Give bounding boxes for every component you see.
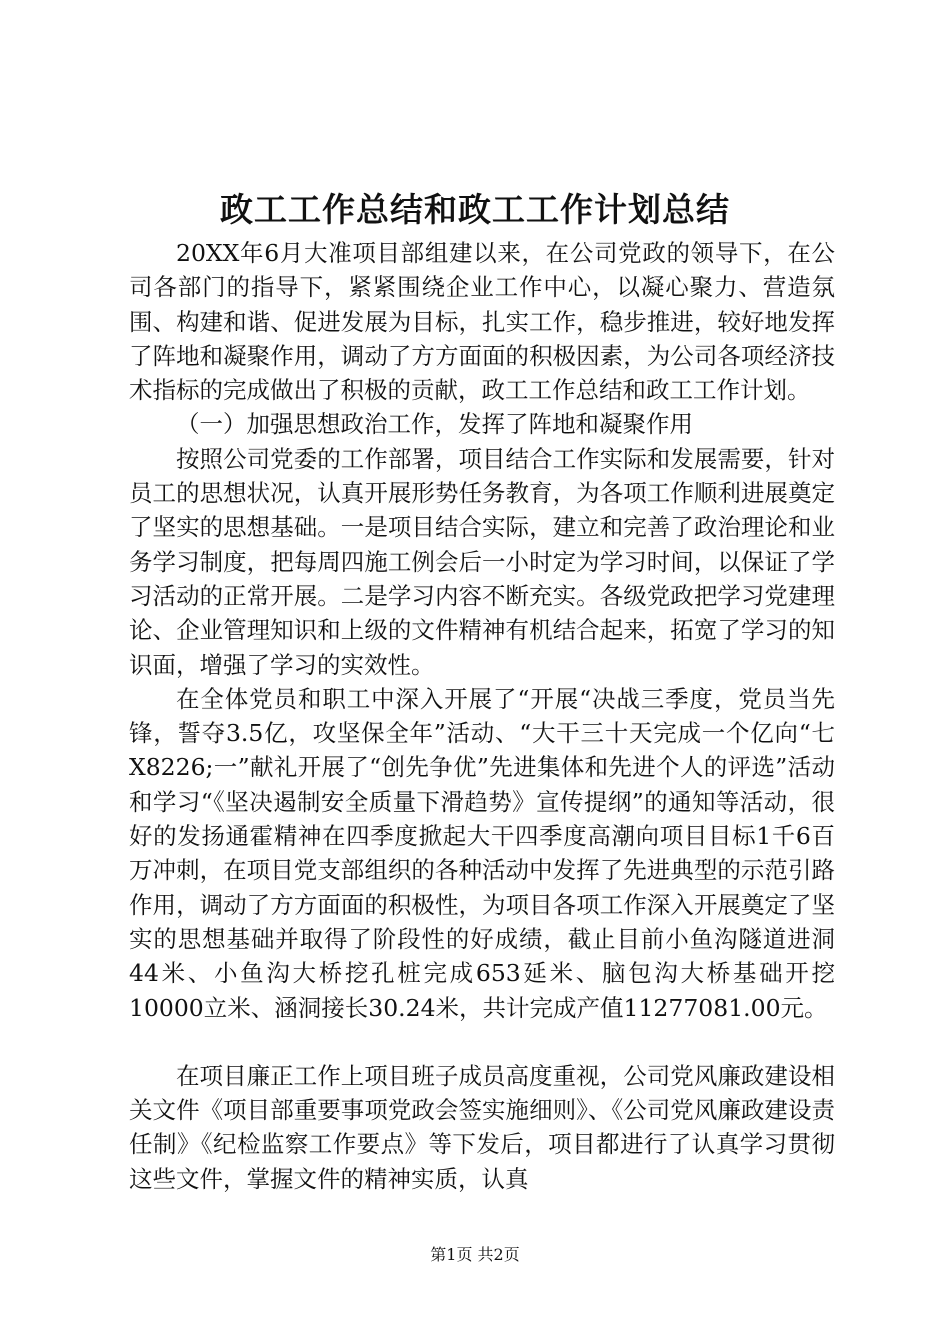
document-body	[129, 236, 835, 1196]
paragraph-activities: 在全体党员和职工中深入开展了“开展“决战三季度，党员当先锋，誓夺3.5亿，攻坚保全年”活动、“大干三十天完成一个亿向“七X8226;一”献礼开展了“创先争优”先进集体和先进个人的评选”活动和学习“《坚决遏制安全质量下滑趋势》宣传提纲”的通知等活动，很好的发扬通霍精神在四季度掀起大干四季度高潮向项目目标1千6百万冲刺，在项目党支部组织的各种活动中发挥了先进典型的示范引路作用，调动了方方面面的积极性，为项目各项工作深入开展奠定了坚实的思想基础并取得了阶段性的好成绩，截止目前小鱼沟隧道进洞44米、小鱼沟大桥挖孔桩完成653延米、脑包沟大桥基础开挖10000立米、涵洞接长30.24米，共计完成产值11277081.00元。	[129, 684, 835, 1022]
paragraph-integrity: 在项目廉正工作上项目班子成员高度重视，公司党风廉政建设相关文件《项目部重要事项党政会签实施细则》、《公司党风廉政建设责任制》《纪检监察工作要点》等下发后，项目都进行了认真学习贯彻这些文件，掌握文件的精神实质，认真	[129, 1061, 835, 1193]
section-heading-1: （一）加强思想政治工作，发挥了阵地和凝聚作用	[176, 410, 693, 439]
paragraph-study: 按照公司党委的工作部署，项目结合工作实际和发展需要，针对员工的思想状况，认真开展形势任务教育，为各项工作顺利进展奠定了坚实的思想基础。一是项目结合实际，建立和完善了政治理论和业务学习制度，把每周四施工例会后一小时定为学习时间，以保证了学习活动的正常开展。二是学习内容不断充实。各级党政把学习党建理论、企业管理知识和上级的文件精神有机结合起来，拓宽了学习的知识面，增强了学习的实效性。	[129, 444, 835, 679]
document-title: 政工工作总结和政工工作计划总结	[220, 190, 730, 229]
paragraph-intro: 20XX年6月大准项目部组建以来，在公司党政的领导下，在公司各部门的指导下，紧紧围绕企业工作中心，以凝心聚力、营造氛围、构建和谐、促进发展为目标，扎实工作，稳步推进，较好地发挥了阵地和凝聚作用，调动了方方面面的积极因素，为公司各项经济技术指标的完成做出了积极的贡献，政工工作总结和政工工作计划。	[129, 239, 835, 405]
page-number: 第1页 共2页	[430, 1245, 520, 1264]
